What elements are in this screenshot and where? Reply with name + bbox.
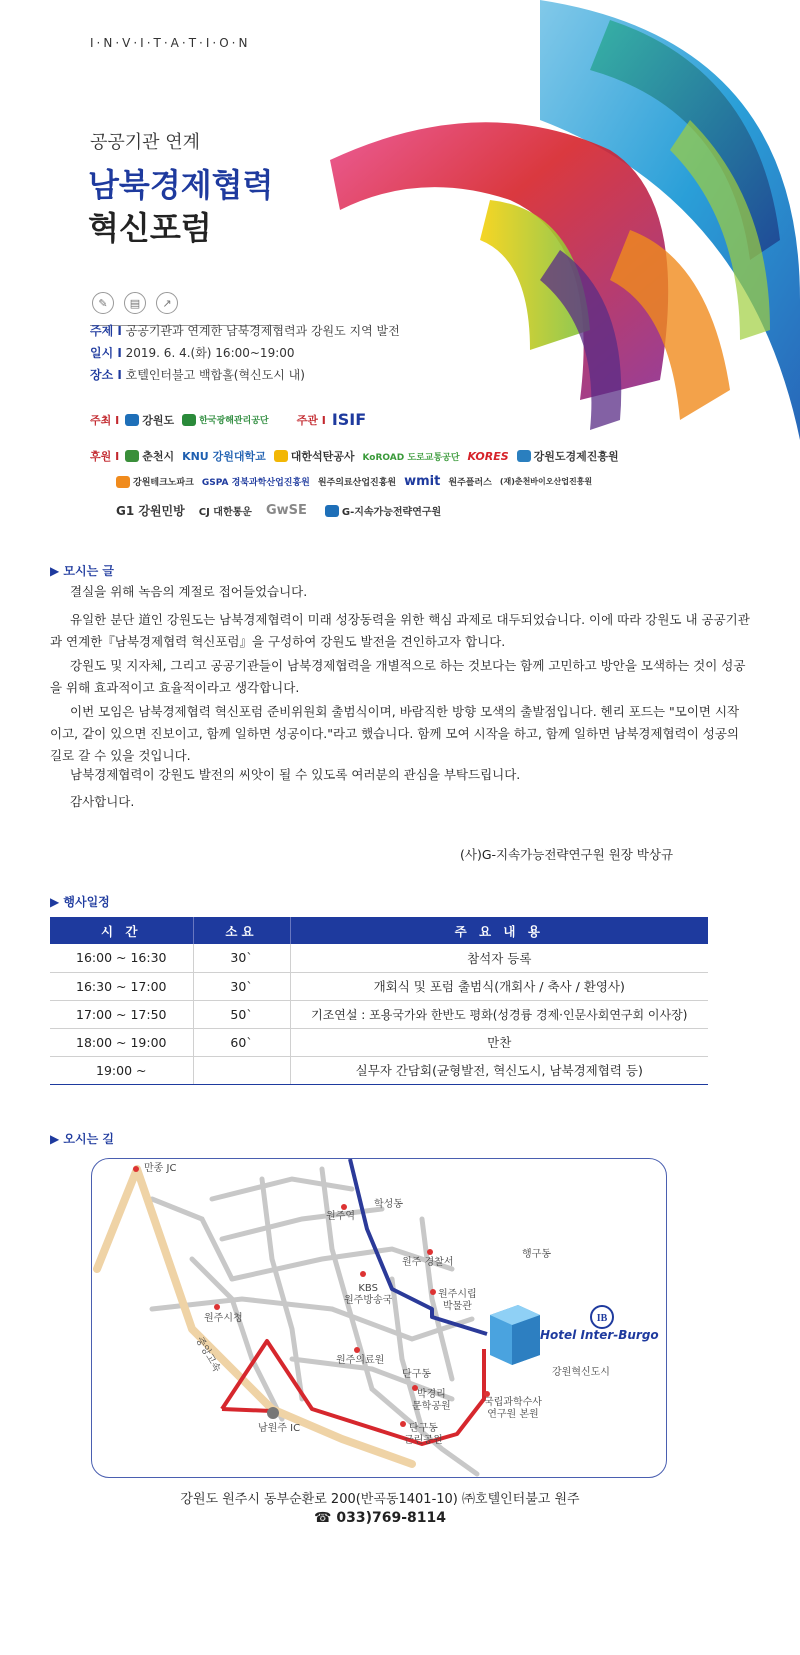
sponsor-logo: KORES xyxy=(467,449,509,463)
host-row xyxy=(90,410,374,429)
host-logo-gangwon: 강원도 xyxy=(125,412,174,428)
sponsor-logo: 대한석탄공사 xyxy=(274,448,355,464)
map-label-highway: 중앙고속 xyxy=(193,1335,223,1375)
cell-content: 개회식 및 포럼 출범식(개회사 / 축사 / 환영사) xyxy=(290,972,708,1000)
svg-text:IB: IB xyxy=(596,1313,608,1324)
greeting-signature: (사)G-지속가능전략연구원 원장 박상규 xyxy=(460,847,674,862)
map-label-museum: 원주시립 박물관 xyxy=(438,1289,477,1312)
greeting-heading: ▶ 모시는 글 xyxy=(50,564,114,578)
greeting-paragraph: 결실을 위해 녹음의 계절로 접어들었습니다. xyxy=(70,584,308,599)
sponsor-logo: KNU 강원대학교 xyxy=(182,450,266,463)
hero-section xyxy=(0,0,800,560)
greeting-paragraph: 남북경제협력이 강원도 발전의 씨앗이 될 수 있도록 여러분의 관심을 부탁드립니다. xyxy=(70,767,521,782)
location-map xyxy=(91,1158,667,1478)
cell-duration: 30` xyxy=(193,944,290,972)
sponsor-logo: KoROAD 도로교통공단 xyxy=(362,452,460,463)
column-header-content: 주 요 내 용 xyxy=(290,917,708,944)
sponsor-logo: (재)춘천바이오산업진흥원 xyxy=(499,477,593,486)
cell-duration: 30` xyxy=(193,972,290,1000)
cell-time: 19:00 ~ xyxy=(50,1056,193,1084)
pin xyxy=(430,1289,436,1295)
map-label-jc: 만종 JC xyxy=(144,1163,177,1174)
table-row xyxy=(50,944,708,972)
chart-icon: ↗ xyxy=(156,292,178,314)
map-label-hospital: 원주의료원 xyxy=(336,1355,385,1366)
sponsor-logo: GSPA 경북과학산업진흥원 xyxy=(201,478,310,488)
pin xyxy=(354,1347,360,1353)
table-row xyxy=(50,1056,708,1084)
cell-time: 16:00 ~ 16:30 xyxy=(50,944,193,972)
cell-content: 기조연설 : 포용국가와 한반도 평화(성경륭 경제·인문사회연구회 이사장) xyxy=(290,1000,708,1028)
host-logo-mireco: 한국광해관리공단 xyxy=(182,413,269,426)
directions-heading: ▶ 오시는 길 xyxy=(50,1132,114,1146)
host-label: 주최 I xyxy=(90,413,120,427)
sponsor-logo: 원주플러스 xyxy=(448,478,492,488)
cell-content: 참석자 등록 xyxy=(290,944,708,972)
invitation-label: I·N·V·I·T·A·T·I·O·N xyxy=(90,36,251,50)
sponsor-logo: 강원도경제진흥원 xyxy=(517,448,619,464)
sponsor-logo: GwSE xyxy=(265,503,307,518)
sponsor-logo: G1 강원민방 xyxy=(116,504,185,518)
schedule-heading: ▶ 행사일정 xyxy=(50,895,110,909)
venue-address: 강원도 원주시 동부순환로 200(반곡동1401-10) ㈜호텔인터불고 원주 xyxy=(180,1492,580,1507)
sponsor-logo: G-지속가능전략연구원 xyxy=(325,503,441,518)
round-icon-row xyxy=(92,292,178,314)
map-label-kbs: KBS 원주방송국 xyxy=(344,1283,393,1306)
map-label-police: 원주 경찰서 xyxy=(402,1257,454,1268)
map-label-ic: 남원주 IC xyxy=(258,1423,301,1434)
sponsor-logo: CJ 대한통운 xyxy=(198,507,252,518)
pin xyxy=(427,1249,433,1255)
pin xyxy=(214,1304,220,1310)
sponsor-logo: wmit xyxy=(404,474,441,489)
sponsor-logo: 춘천시 xyxy=(125,448,174,464)
building-icon: ▤ xyxy=(124,292,146,314)
greeting-paragraph: 감사합니다. xyxy=(70,794,135,809)
cell-duration: 50` xyxy=(193,1000,290,1028)
abstract-ribbon-art xyxy=(330,0,800,470)
page-title-line1: 남북경제협력 xyxy=(88,166,274,204)
cell-duration xyxy=(193,1056,290,1084)
info-venue-label: 장소 I xyxy=(90,368,122,382)
info-topic-text: 공공기관과 연계한 남북경제협력과 강원도 지역 발전 xyxy=(121,324,400,338)
page-subtitle: 공공기관 연계 xyxy=(90,132,201,153)
cell-time: 17:00 ~ 17:50 xyxy=(50,1000,193,1028)
column-header-time: 시 간 xyxy=(50,917,193,944)
cell-duration: 60` xyxy=(193,1028,290,1056)
map-label-dangu: 단구동 xyxy=(402,1369,431,1380)
sponsor-logo: 원주의료산업진흥원 xyxy=(317,478,397,488)
map-label-park: 박경리 문학공원 xyxy=(412,1389,451,1412)
map-label-hakseong: 학성동 xyxy=(374,1199,403,1210)
map-label-dangu-park: 단구동 근린공원 xyxy=(404,1423,443,1446)
pen-icon: ✎ xyxy=(92,292,114,314)
sponsor-row-1 xyxy=(90,448,627,464)
map-label-cityhall: 원주시청 xyxy=(204,1313,243,1324)
map-label-haenggu: 행구동 xyxy=(522,1249,551,1260)
info-date-label: 일시 I xyxy=(90,346,122,360)
column-header-duration: 소요 xyxy=(193,917,290,944)
schedule-table xyxy=(50,917,708,1085)
manager-logo-isif: ISIF xyxy=(331,410,367,429)
table-row xyxy=(50,972,708,1000)
map-label-station: 원주역 xyxy=(326,1211,355,1222)
cell-content: 실무자 간담회(균형발전, 혁신도시, 남북경제협력 등) xyxy=(290,1056,708,1084)
info-date xyxy=(90,344,295,361)
info-date-text: 2019. 6. 4.(화) 16:00~19:00 xyxy=(121,346,295,360)
page-title-line2: 혁신포럼 xyxy=(88,209,212,247)
venue-phone: ☎ 033)769-8114 xyxy=(314,1510,446,1526)
sponsor-label: 후원 I xyxy=(90,450,120,463)
map-label-nsi: 국립과학수사 연구원 본원 xyxy=(484,1397,542,1420)
sponsor-row-3 xyxy=(116,502,449,519)
sponsor-logo: 강원테크노파크 xyxy=(116,475,194,488)
cell-time: 16:30 ~ 17:00 xyxy=(50,972,193,1000)
table-row xyxy=(50,1000,708,1028)
map-label-hotel: Hotel Inter-Burgo xyxy=(540,1328,659,1342)
cell-time: 18:00 ~ 19:00 xyxy=(50,1028,193,1056)
info-venue-text: 호텔인터불고 백합홀(혁신도시 내) xyxy=(121,368,305,382)
greeting-paragraph: 강원도 및 지자체, 그리고 공공기관들이 남북경제협력을 개별적으로 하는 것보다는 함께 고민하고 방안을 모색하는 것이 성공을 위해 효과적이고 효율적이라고 생각합니다. xyxy=(50,658,746,695)
table-row xyxy=(50,1028,708,1056)
pin xyxy=(133,1166,139,1172)
greeting-paragraph: 이번 모임은 남북경제협력 혁신포럼 준비위원회 출범식이며, 바람직한 방향 모색의 출발점입니다. 헨리 포드는 "모이면 시작이고, 같이 있으면 진보이고, 함께 일하면 성공이다."라고 했습니다. 함께 모여 시작을 하고, 함께 일하면 남북경제협력이 성공의 길로 갈 수 있을 것입니다. xyxy=(50,704,740,763)
greeting-paragraph: 유일한 분단 道인 강원도는 남북경제협력이 미래 성장동력을 위한 핵심 과제로 대두되었습니다. 이에 따라 강원도 내 공공기관과 연계한『남북경제협력 혁신포럼』을 구성하여 강원도 발전을 견인하고자 합니다. xyxy=(50,612,750,649)
cell-content: 만찬 xyxy=(290,1028,708,1056)
info-topic xyxy=(90,322,400,339)
sponsor-row-2 xyxy=(116,474,600,489)
pin xyxy=(360,1271,366,1277)
manage-label: 주관 I xyxy=(296,413,326,427)
pin xyxy=(341,1204,347,1210)
table-header-row xyxy=(50,917,708,944)
info-topic-label: 주제 I xyxy=(90,324,122,338)
info-venue xyxy=(90,366,305,383)
map-label-innocity: 강원혁신도시 xyxy=(552,1367,610,1378)
hotel-building-icon xyxy=(490,1305,540,1365)
